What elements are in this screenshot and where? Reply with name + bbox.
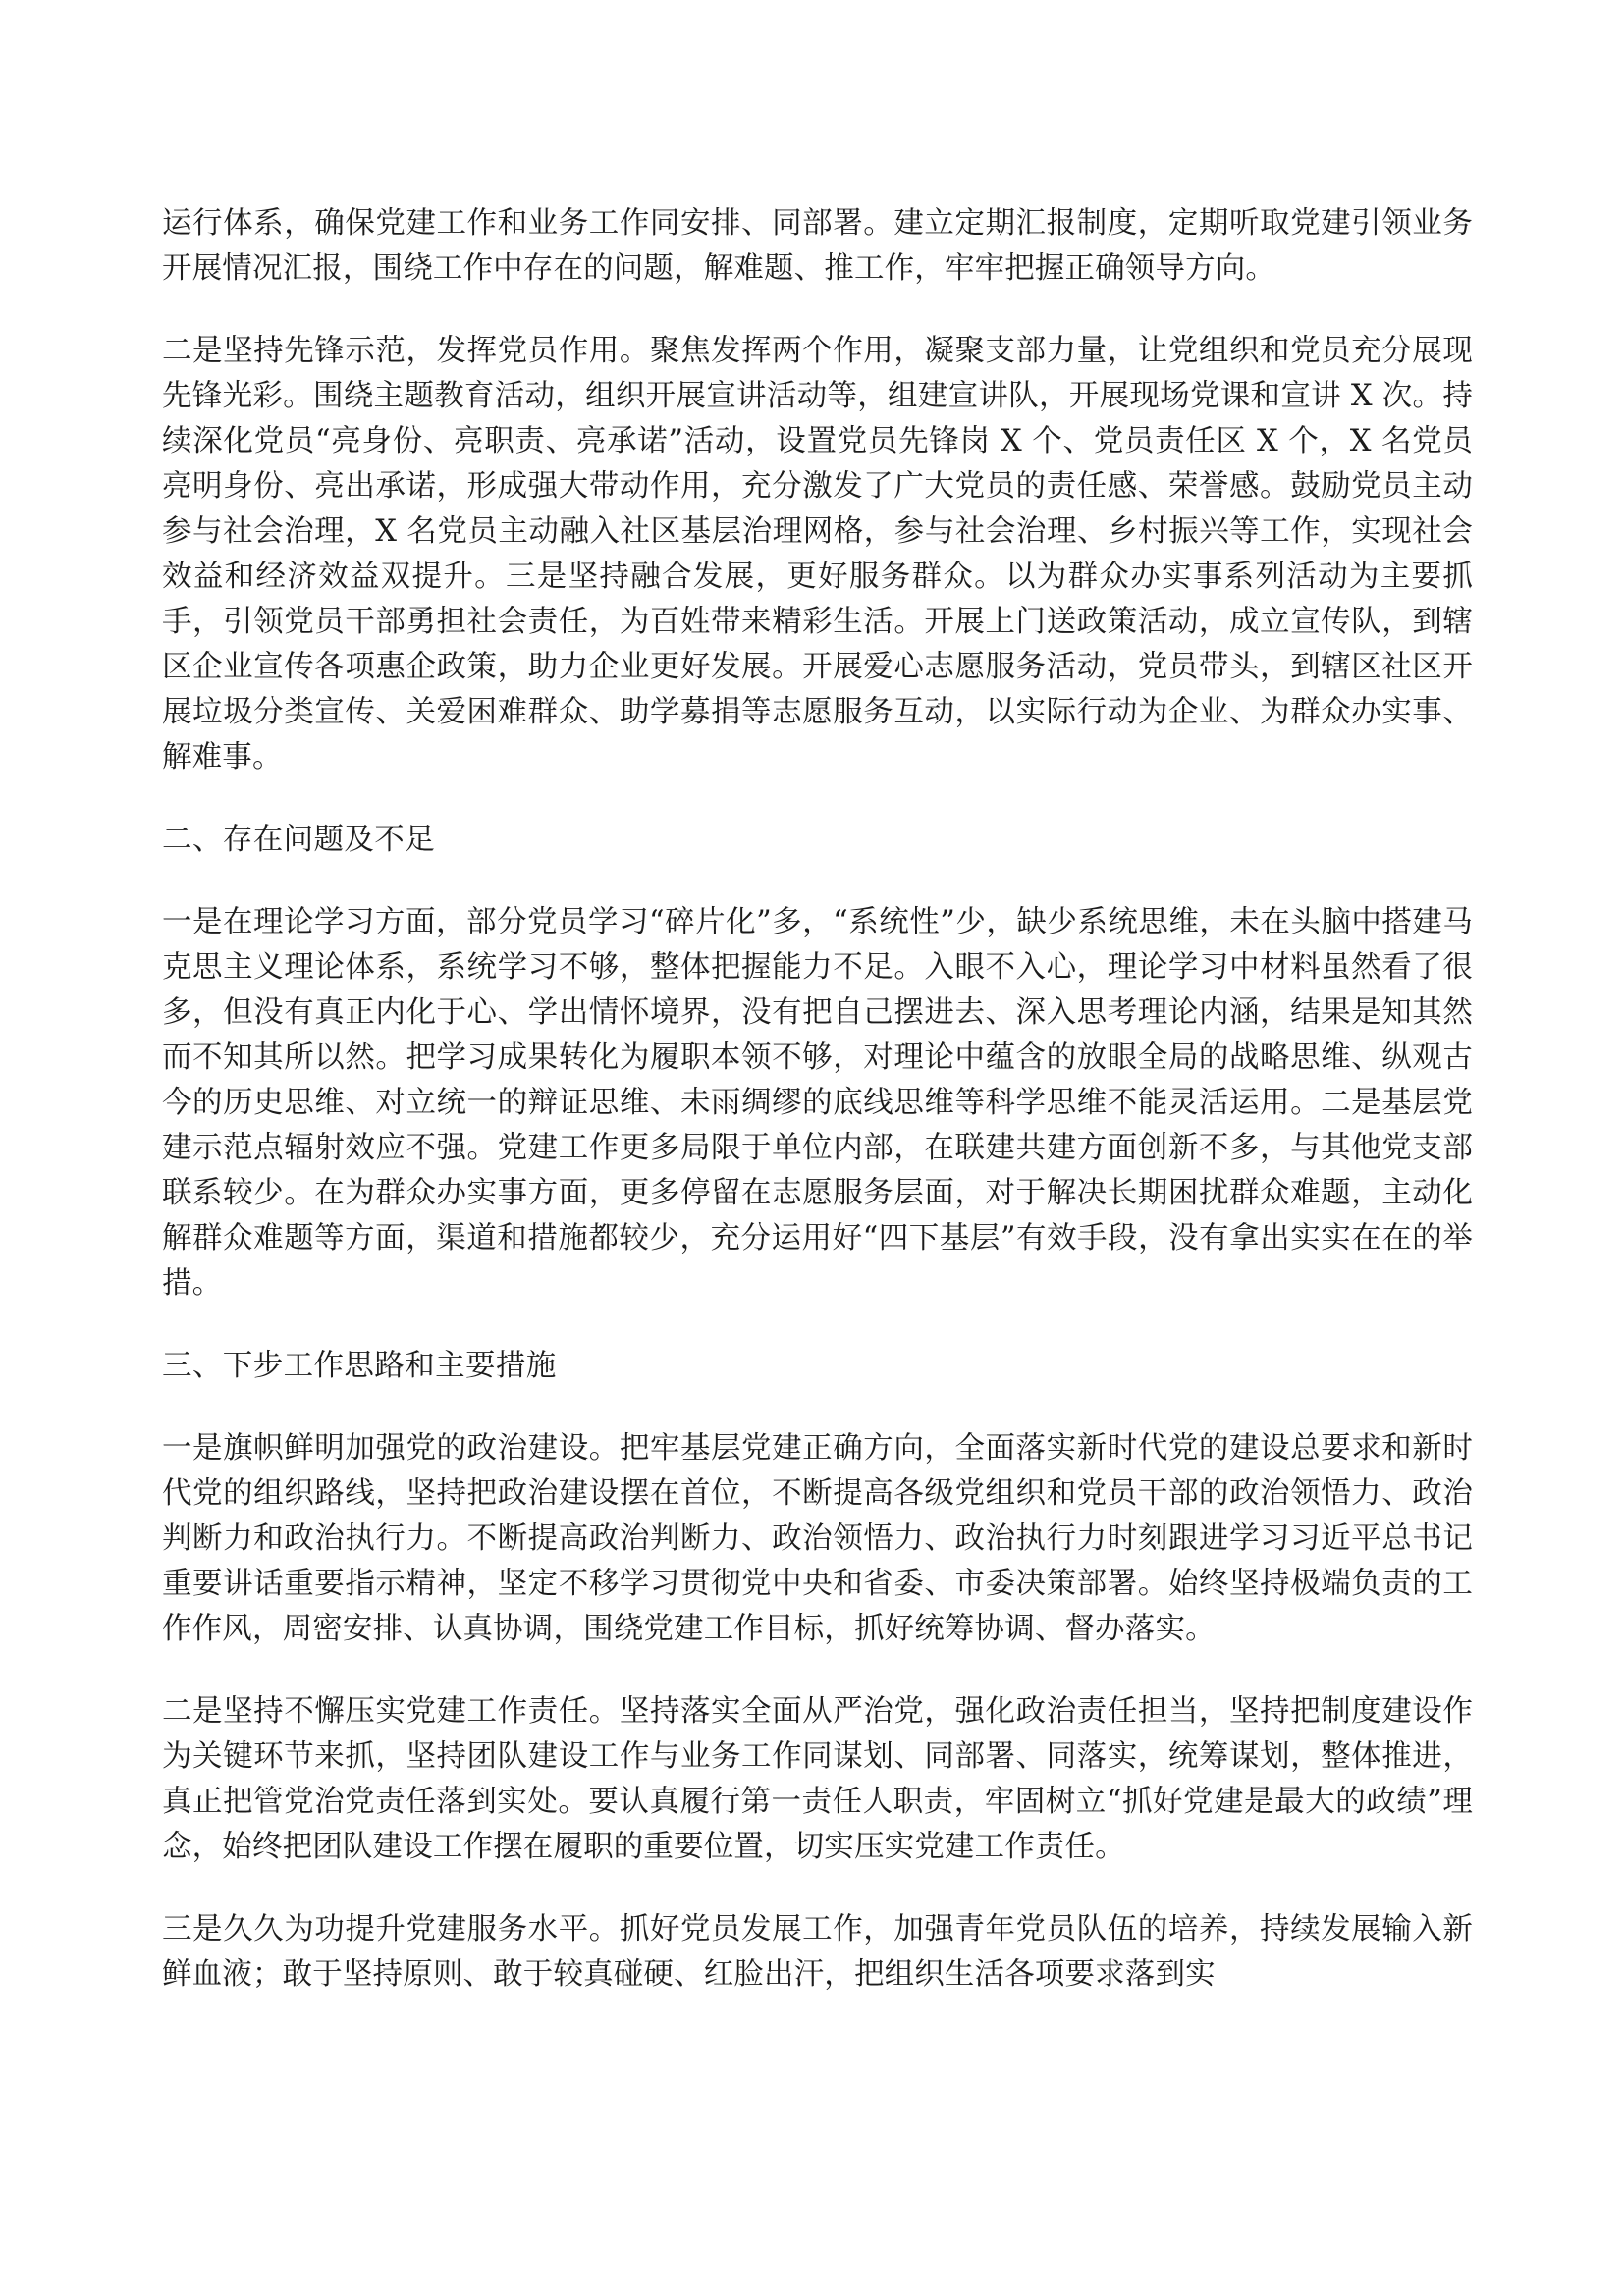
paragraph-3: 一是在理论学习方面，部分党员学习“碎片化”多，“系统性”少，缺少系统思维，未在头脑中搭建马克思主义理论体系，系统学习不够，整体把握能力不足。入眼不入心，理论学习中材料虽然看了很多，但没有真正内化于心、学出情怀境界，没有把自己摆进去、深入思考理论内涵，结果是知其然而不知其所以然。把学习成果转化为履职本领不够，对理论中蕴含的放眼全局的战略思维、纵观古今的历史思维、对立统一的辩证思维、未雨绸缪的底线思维等科学思维不能灵活运用。二是基层党建示范点辐射效应不强。党建工作更多局限于单位内部，在联建共建方面创新不多，与其他党支部联系较少。在为群众办实事方面，更多停留在志愿服务层面，对于解决长期困扰群众难题，主动化解群众难题等方面，渠道和措施都较少，充分运用好“四下基层”有效手段，没有拿出实实在在的举措。 — [162, 905, 1473, 1301]
paragraph-2: 二是坚持先锋示范，发挥党员作用。聚焦发挥两个作用，凝聚支部力量，让党组织和党员充分展现先锋光彩。围绕主题教育活动，组织开展宣讲活动等，组建宣讲队，开展现场党课和宣讲 X 次。持续深化党员“亮身份、亮职责、亮承诺”活动，设置党员先锋岗 X 个、党员责任区 X 个，X 名党员亮明身份、亮出承诺，形成强大带动作用，充分激发了广大党员的责任感、荣誉感。鼓励党员主动参与社会治理，X 名党员主动融入社区基层治理网格，参与社会治理、乡村振兴等工作，实现社会效益和经济效益双提升。三是坚持融合发展，更好服务群众。以为群众办实事系列活动为主要抓手，引领党员干部勇担社会责任，为百姓带来精彩生活。开展上门送政策活动，成立宣传队，到辖区企业宣传各项惠企政策，助力企业更好发展。开展爱心志愿服务活动，党员带头，到辖区社区开展垃圾分类宣传、关爱困难群众、助学募捐等志愿服务互动，以实际行动为企业、为群众办实事、解难事。 — [162, 334, 1473, 774]
paragraph-6: 三是久久为功提升党建服务水平。抓好党员发展工作，加强青年党员队伍的培养，持续发展输入新鲜血液；敢于坚持原则、敢于较真碰硬、红脸出汗，把组织生活各项要求落到实 — [162, 1912, 1473, 1992]
document-body — [162, 201, 1473, 1998]
paragraph-5: 二是坚持不懈压实党建工作责任。坚持落实全面从严治党，强化政治责任担当，坚持把制度建设作为关键环节来抓，坚持团队建设工作与业务工作同谋划、同部署、同落实，统筹谋划，整体推进，真正把管党治党责任落到实处。要认真履行第一责任人职责，牢固树立“抓好党建是最大的政绩”理念，始终把团队建设工作摆在履职的重要位置，切实压实党建工作责任。 — [162, 1694, 1473, 1864]
section-heading-2: 二、存在问题及不足 — [162, 823, 436, 857]
section-heading-3: 三、下步工作思路和主要措施 — [162, 1349, 557, 1383]
paragraph-1: 运行体系，确保党建工作和业务工作同安排、同部署。建立定期汇报制度，定期听取党建引领业务开展情况汇报，围绕工作中存在的问题，解难题、推工作，牢牢把握正确领导方向。 — [162, 206, 1473, 286]
paragraph-4: 一是旗帜鲜明加强党的政治建设。把牢基层党建正确方向，全面落实新时代党的建设总要求和新时代党的组织路线，坚持把政治建设摆在首位，不断提高各级党组织和党员干部的政治领悟力、政治判断力和政治执行力。不断提高政治判断力、政治领悟力、政治执行力时刻跟进学习习近平总书记重要讲话重要指示精神，坚定不移学习贯彻党中央和省委、市委决策部署。始终坚持极端负责的工作作风，周密安排、认真协调，围绕党建工作目标，抓好统筹协调、督办落实。 — [162, 1431, 1473, 1646]
